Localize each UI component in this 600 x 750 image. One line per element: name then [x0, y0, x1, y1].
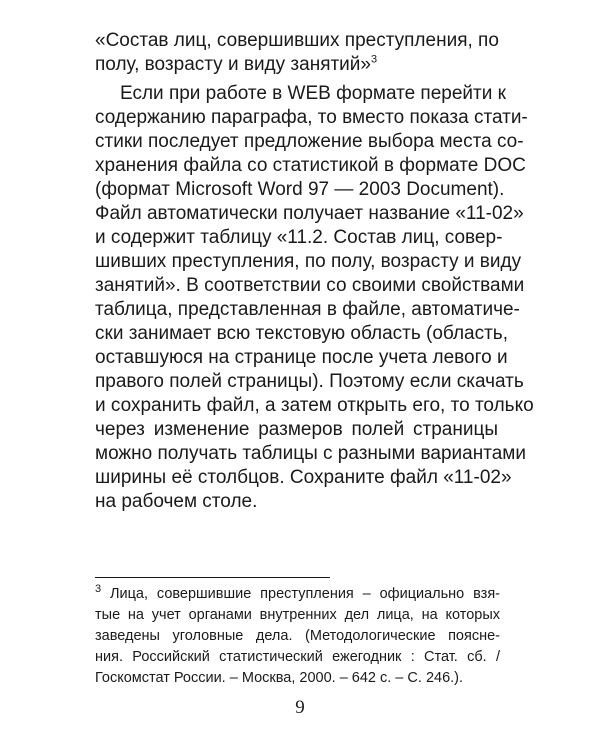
paragraph-line: ширины её столбцов. Сохраните файл «11-02»	[95, 467, 512, 488]
paragraph-line: ски занимает всю текстовую область (область,	[95, 323, 508, 344]
intro-line: «Состав лиц, совершивших преступления, по	[95, 30, 499, 51]
paragraph-line: и содержит таблицу «11.2. Состав лиц, совер-	[95, 227, 503, 248]
paragraph-line: можно получать таблицы с разными вариантами	[95, 443, 526, 464]
paragraph-line: занятий». В соответствии со своими свойствами	[95, 275, 525, 296]
footnote-line: тые на учет органами внутренних дел лица, на которых	[95, 607, 500, 623]
paragraph-line: содержанию параграфа, то вместо показа стати-	[95, 107, 528, 128]
paragraph-line: шивших преступления, по полу, возрасту и виду	[95, 251, 522, 272]
paragraph-line: хранения файла со статистикой в формате DOC	[95, 155, 526, 176]
footnote-line: Госкомстат России. – Москва, 2000. – 642 с. – С. 246.).	[95, 670, 464, 686]
paragraph-line: оставшуюся на странице после учета левого и	[95, 347, 508, 368]
footnote-separator	[95, 577, 330, 578]
footnote-line: заведены уголовные дела. (Методологические поясне-	[95, 628, 500, 644]
intro-line-text: полу, возрасту и виду занятий»	[95, 54, 371, 75]
footnote-marker: 3	[95, 583, 102, 596]
page-number: 9	[295, 697, 305, 718]
paragraph-line: через изменение размеров полей страницы	[95, 419, 498, 440]
paragraph-line: правого полей страницы). Поэтому если скачать	[95, 371, 524, 392]
footnote-reference: 3	[370, 53, 378, 66]
paragraph-line: и сохранить файл, а затем открыть его, то только	[95, 395, 534, 416]
paragraph-line: на рабочем столе.	[95, 491, 258, 512]
footnote-line-text: Лица, совершившие преступления – официально взя-	[110, 586, 500, 602]
paragraph-line: Файл автоматически получает название «11-02»	[95, 203, 524, 224]
footnote-line	[95, 584, 500, 605]
footnote-line: ния. Российский статистический ежегодник : Стат. сб. /	[95, 649, 500, 665]
paragraph-line: Если при работе в WEB формате перейти к	[120, 83, 506, 104]
paragraph-line: (формат Microsoft Word 97 — 2003 Document).	[95, 179, 505, 200]
paragraph-line: стики последует предложение выбора места со-	[95, 131, 524, 152]
paragraph-line: таблица, представленная в файле, автоматиче-	[95, 299, 520, 320]
intro-line	[95, 53, 498, 77]
